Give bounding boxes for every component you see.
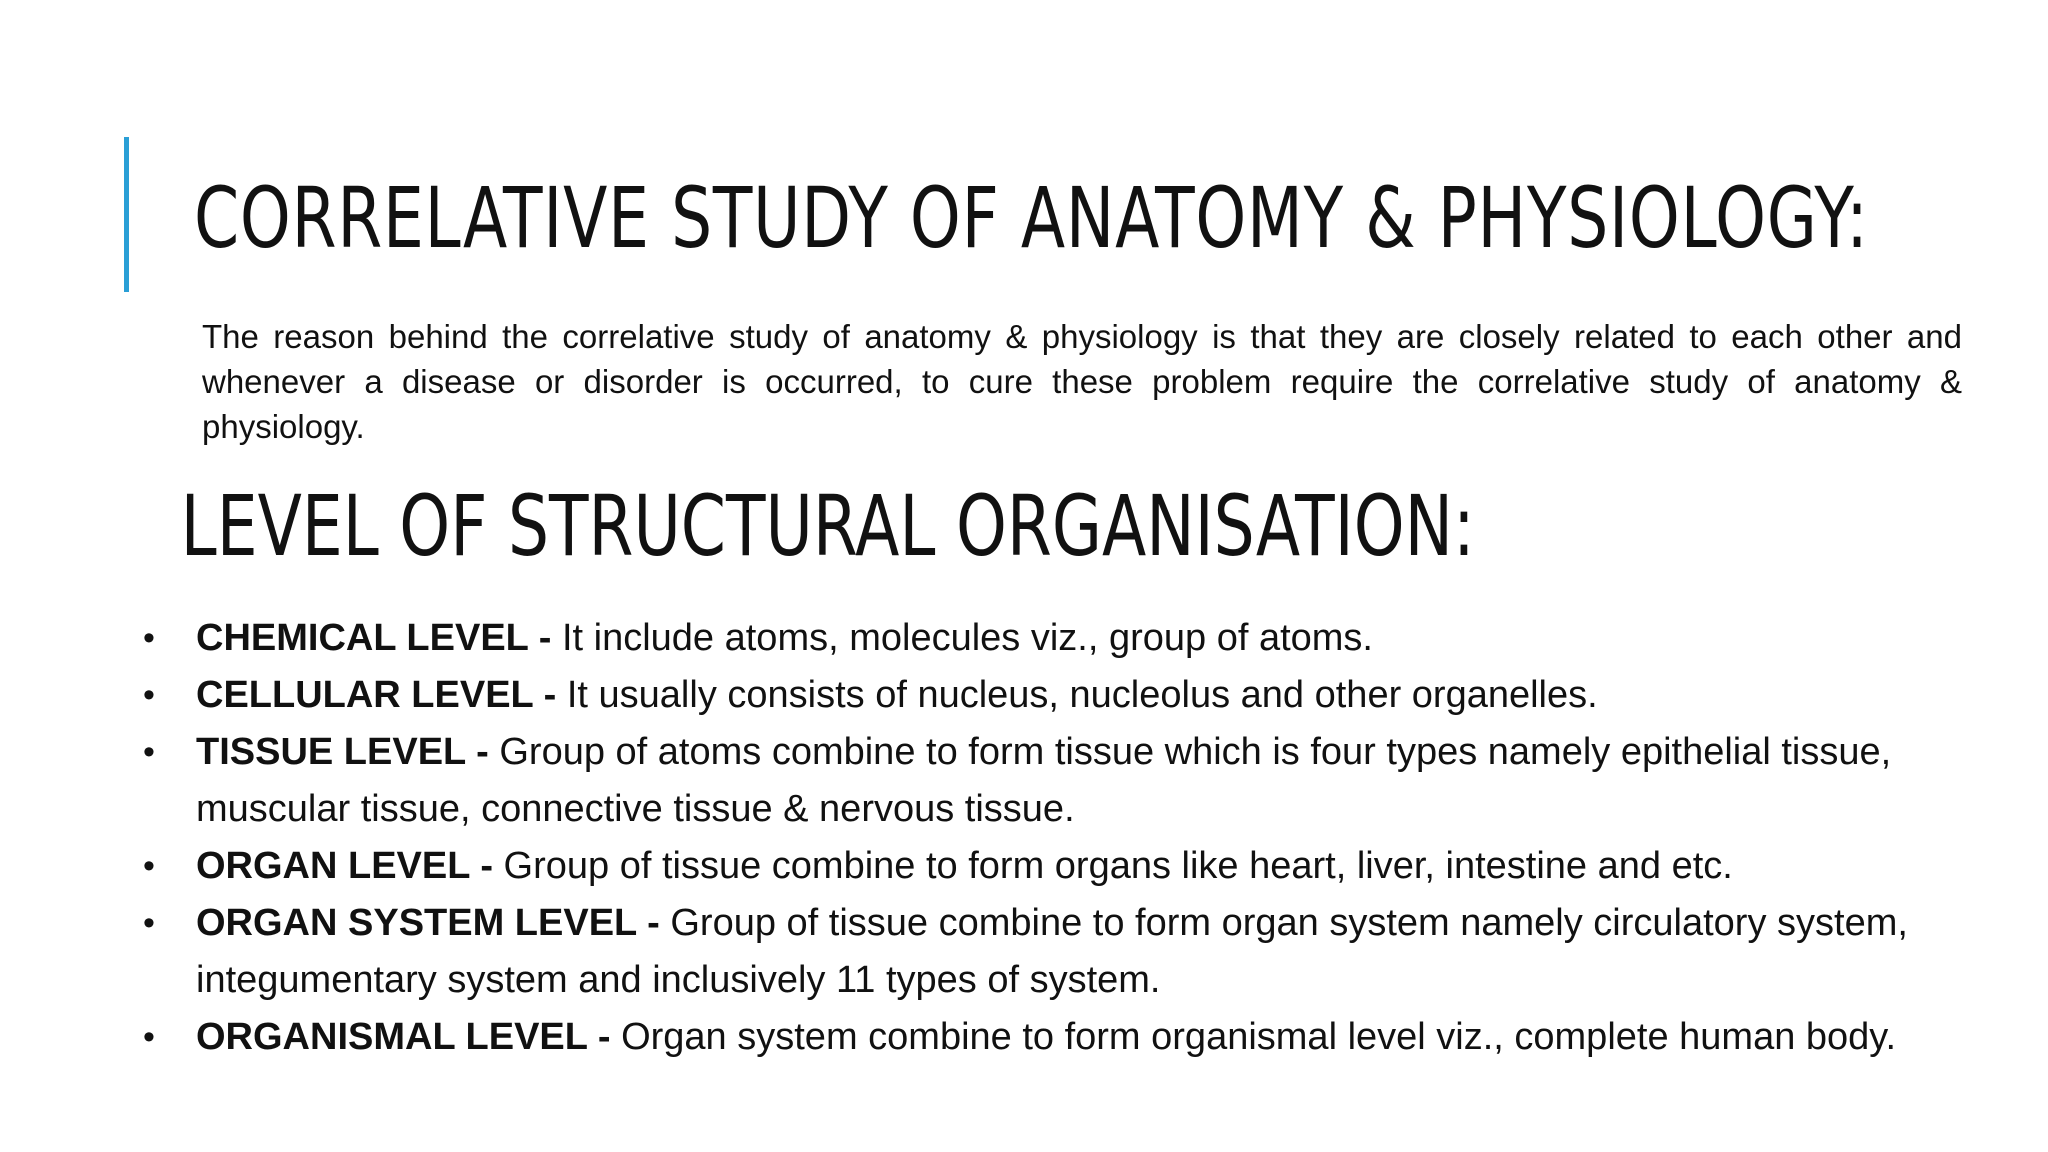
- list-item-tissue-level: [138, 724, 1958, 838]
- level-term: ORGAN SYSTEM LEVEL -: [196, 902, 671, 944]
- level-term: ORGAN LEVEL -: [196, 845, 504, 887]
- level-term: ORGANISMAL LEVEL -: [196, 1016, 622, 1058]
- bullet-icon: •: [143, 1018, 155, 1056]
- list-item-organ-level: [138, 838, 1958, 895]
- level-description: It usually consists of nucleus, nucleolus and other organelles.: [566, 674, 1598, 716]
- list-item-cellular-level: [138, 667, 1958, 724]
- level-term: CHEMICAL LEVEL -: [196, 617, 562, 659]
- title-accent-bar: [124, 137, 129, 292]
- level-description: Group of atoms combine to form tissue which is four types namely epithelial tissue, muscular tissue, connective tissue & nervous tissue.: [196, 731, 1892, 830]
- list-item-chemical-level: [138, 610, 1958, 667]
- organisation-levels-list: [138, 610, 1958, 1066]
- intro-paragraph: The reason behind the correlative study of anatomy & physiology is that they are closely related to each other and whenever a disease or disorder is occurred, to cure these problem require the correlative study of anatomy & physiology.: [202, 318, 1962, 445]
- level-term: CELLULAR LEVEL -: [196, 674, 567, 716]
- level-description: Group of tissue combine to form organ system namely circulatory system, integumentary system and inclusively 11 types of system.: [196, 902, 1908, 1001]
- bullet-icon: •: [143, 733, 155, 771]
- bullet-icon: •: [143, 619, 155, 657]
- slide-title: CORRELATIVE STUDY OF ANATOMY & PHYSIOLOGY:: [194, 169, 1869, 267]
- bullet-icon: •: [143, 904, 155, 942]
- level-description: Group of tissue combine to form organs like heart, liver, intestine and etc.: [503, 845, 1733, 887]
- list-item-organismal-level: [138, 1009, 1958, 1066]
- section-heading: LEVEL OF STRUCTURAL ORGANISATION:: [180, 477, 1475, 575]
- bullet-icon: •: [143, 847, 155, 885]
- level-term: TISSUE LEVEL -: [196, 731, 500, 773]
- level-description: Organ system combine to form organismal level viz., complete human body.: [621, 1016, 1897, 1058]
- bullet-icon: •: [143, 676, 155, 714]
- list-item-organ-system-level: [138, 895, 1958, 1009]
- level-description: It include atoms, molecules viz., group of atoms.: [561, 617, 1373, 659]
